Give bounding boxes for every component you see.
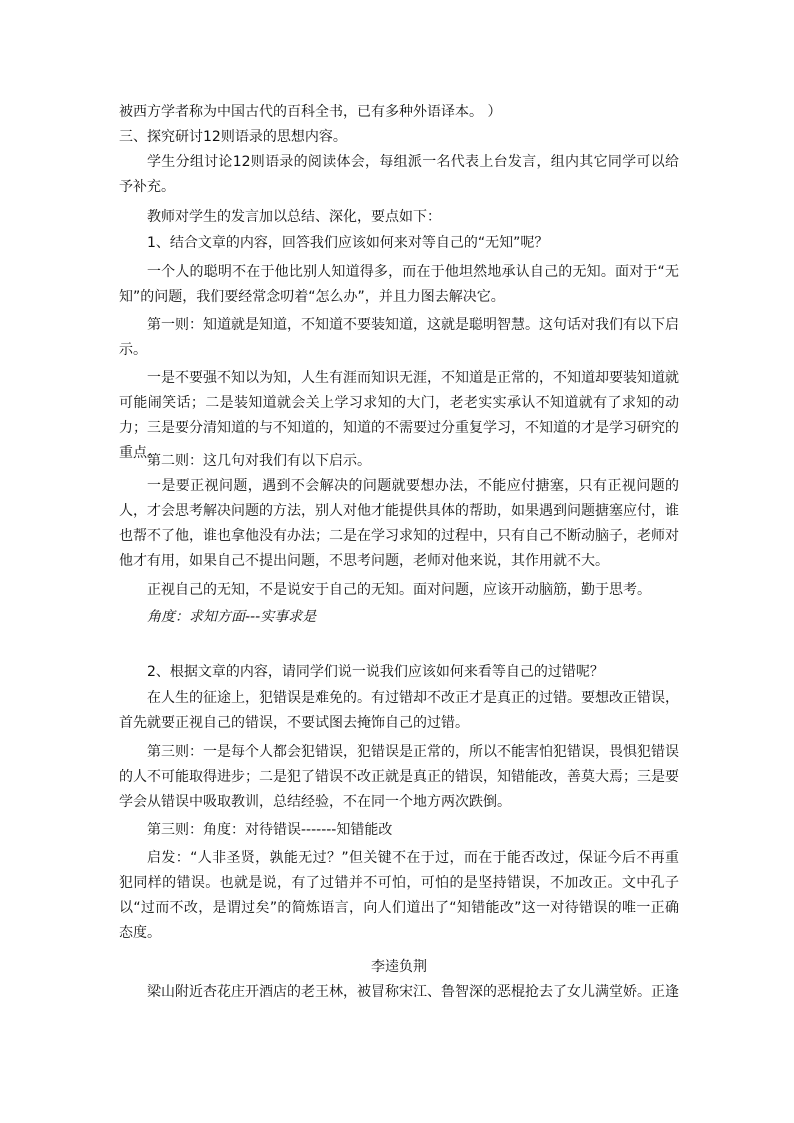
paragraph: 一是要正视问题，遇到不会解决的问题就要想办法，不能应付搪塞，只有正视问题的人，才会思考解决问题的方法，别人对他才能提供具体的帮助，如果遇到问题搪塞应付，谁也帮不了他，谁也拿他没有办法；二是在学习求知的过程中，只有自己不断动脑子，老师对他才有用，如果自己不提出问题，不思考问题，老师对他来说，其作用就不大。 bbox=[119, 478, 679, 569]
paragraph: 第三则：角度：对待错误-------知错能改 bbox=[147, 822, 393, 838]
question-heading: 1、结合文章的内容，回答我们应该如何来对等自己的“无知”呢？ bbox=[147, 235, 549, 251]
paragraph: 梁山附近杏花庄开酒店的老王林，被冒称宋江、鲁智深的恶棍抢去了女儿满堂娇。正逢 bbox=[147, 984, 679, 1000]
angle-note: 角度：求知方面---实事求是 bbox=[147, 609, 317, 625]
paragraph: 启发：“人非圣贤，孰能无过？”但关键不在于过，而在于能否改过，保证今后不再重犯同样的错误。也就是说，有了过错并不可怕，可怕的是坚持错误，不加改正。文中孔子以“过而不改，是谓过矣”的简炼语言，向人们道出了“知错能改”这一对待错误的唯一正确态度。 bbox=[119, 850, 679, 941]
paragraph: 第一则：知道就是知道，不知道不要装知道，这就是聪明智慧。这句话对我们有以下启示。 bbox=[119, 317, 679, 358]
paragraph: 一个人的聪明不在于他比别人知道得多，而在于他坦然地承认自己的无知。面对于“无知”的问题，我们要经常念叨着“怎么办”，并且力图去解决它。 bbox=[119, 264, 679, 305]
section-heading: 三、探究研讨12则语录的思想内容。 bbox=[119, 129, 347, 145]
paragraph: 第三则：一是每个人都会犯错误，犯错误是正常的，所以不能害怕犯错误，畏惧犯错误的人不可能取得进步；二是犯了错误不改正就是真正的错误，知错能改，善莫大焉；三是要学会从错误中吸取教训，总结经验，不在同一个地方两次跌倒。 bbox=[119, 744, 679, 810]
paragraph: 学生分组讨论12则语录的阅读体会，每组派一名代表上台发言，组内其它同学可以给予补充。 bbox=[119, 154, 679, 195]
question-heading: 2、根据文章的内容，请同学们说一说我们应该如何来看等自己的过错呢？ bbox=[147, 664, 604, 680]
story-title: 李逵负荆 bbox=[371, 959, 427, 975]
paragraph: 第二则：这几句对我们有以下启示。 bbox=[147, 453, 371, 469]
paragraph: 正视自己的无知，不是说安于自己的无知。面对问题，应该开动脑筋，勤于思考。 bbox=[147, 582, 651, 598]
paragraph: 一是不要强不知以为知，人生有涯而知识无涯，不知道是正常的，不知道却要装知道就可能闹笑话；二是装知道就会关上学习求知的大门，老老实实承认不知道就有了求知的动力；三是要分清知道的与不知道的，知道的不需要过分重复学习，不知道的才是学习研究的重点。 bbox=[119, 370, 679, 461]
paragraph-continuation: 被西方学者称为中国古代的百科全书，已有多种外语译本。 ） bbox=[119, 104, 502, 120]
paragraph: 教师对学生的发言加以总结、深化，要点如下： bbox=[147, 209, 441, 225]
paragraph: 在人生的征途上，犯错误是难免的。有过错却不改正才是真正的过错。要想改正错误，首先就要正视自己的错误，不要试图去掩饰自己的过错。 bbox=[119, 690, 679, 731]
